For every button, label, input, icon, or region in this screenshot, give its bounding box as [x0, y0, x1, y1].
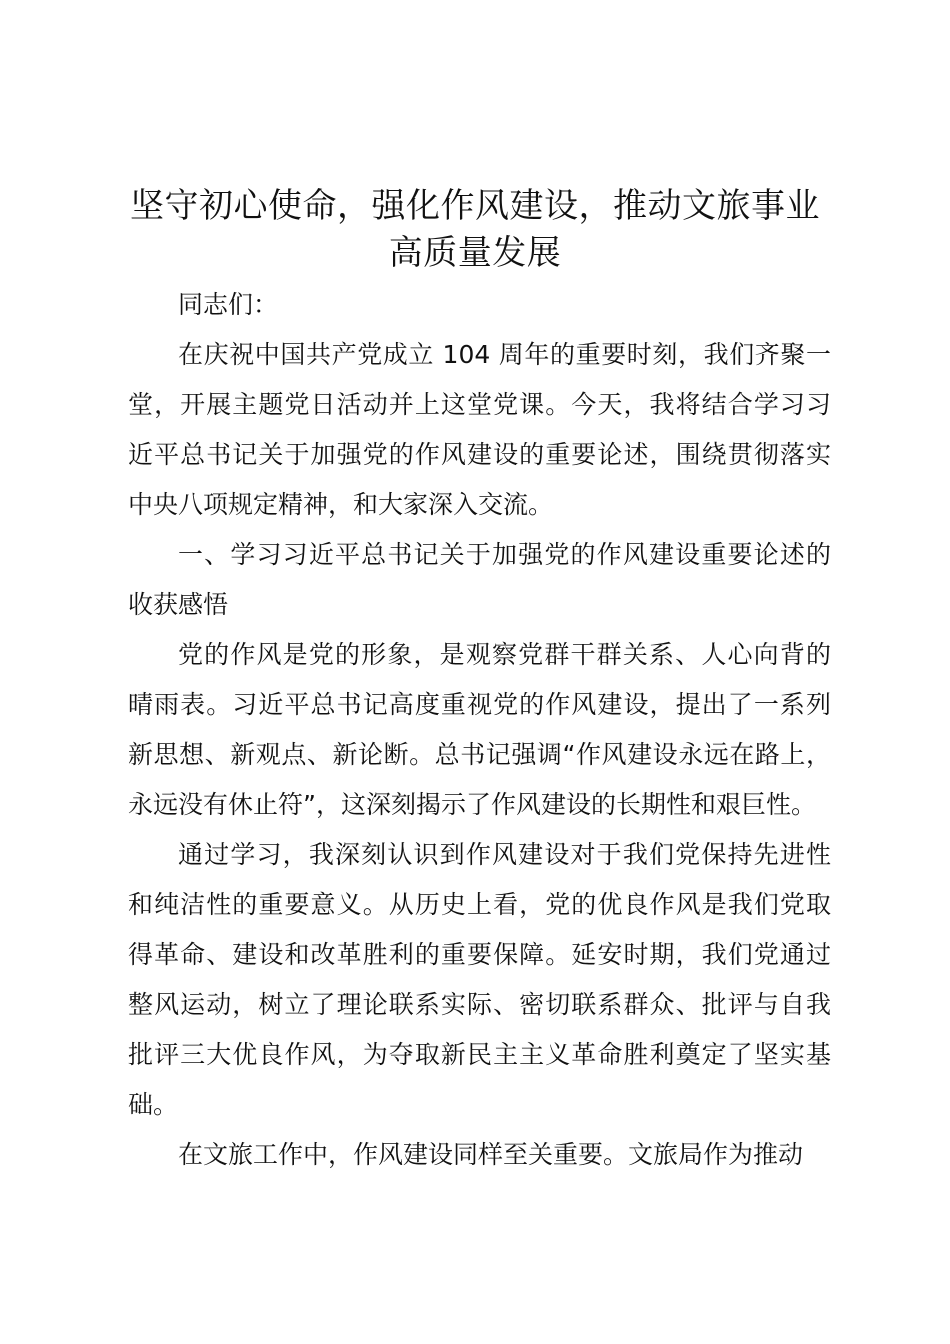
- paragraph-line: 和纯洁性的重要意义。从历史上看，党的优良作风是我们党取: [128, 890, 831, 919]
- paragraph-line: 在庆祝中国共产党成立 104 周年的重要时刻，我们齐聚一: [178, 340, 831, 369]
- title-line: 高质量发展: [388, 233, 562, 273]
- paragraph-line: 堂，开展主题党日活动并上这堂党课。今天，我将结合学习习: [128, 390, 831, 419]
- title-line: 坚守初心使命，强化作风建设，推动文旅事业: [130, 186, 820, 226]
- paragraph-line: 党的作风是党的形象，是观察党群干群关系、人心向背的: [178, 640, 831, 669]
- document-title: [120, 183, 830, 277]
- paragraph-line: 得革命、建设和改革胜利的重要保障。延安时期，我们党通过: [128, 940, 831, 969]
- paragraph-line: 近平总书记关于加强党的作风建设的重要论述，围绕贯彻落实: [128, 440, 831, 469]
- paragraph-line: 通过学习，我深刻认识到作风建设对于我们党保持先进性: [178, 840, 831, 869]
- paragraph-line: 在文旅工作中，作风建设同样至关重要。文旅局作为推动: [178, 1140, 804, 1169]
- paragraph-line: 新思想、新观点、新论断。总书记强调“作风建设永远在路上，: [128, 740, 831, 769]
- paragraph-line: 晴雨表。习近平总书记高度重视党的作风建设，提出了一系列: [128, 690, 831, 719]
- salutation: 同志们：: [178, 290, 279, 319]
- paragraph-line: 永远没有休止符”，这深刻揭示了作风建设的长期性和艰巨性。: [128, 790, 816, 819]
- section-heading-line: 收获感悟: [128, 590, 229, 619]
- paragraph-line: 中央八项规定精神，和大家深入交流。: [128, 490, 554, 519]
- paragraph-line: 整风运动，树立了理论联系实际、密切联系群众、批评与自我: [128, 990, 831, 1019]
- paragraph-line: 础。: [128, 1090, 179, 1119]
- document-body: [128, 280, 831, 1180]
- section-heading-line: 一、学习习近平总书记关于加强党的作风建设重要论述的: [178, 540, 831, 569]
- paragraph-line: 批评三大优良作风，为夺取新民主主义革命胜利奠定了坚实基: [128, 1040, 831, 1069]
